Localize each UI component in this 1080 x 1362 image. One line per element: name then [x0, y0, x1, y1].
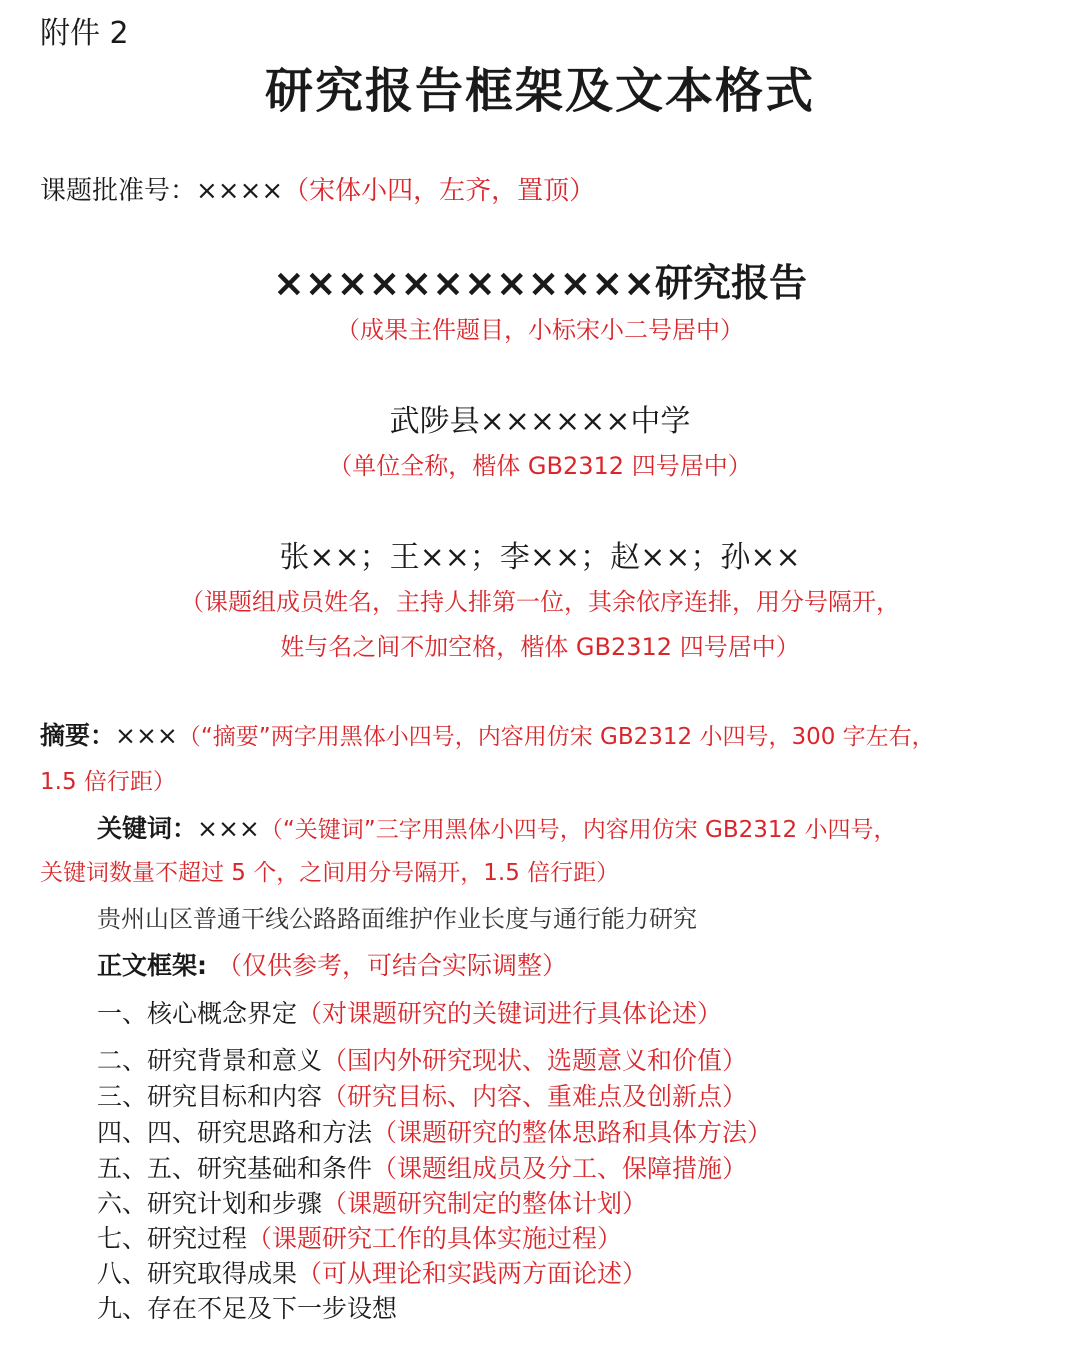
outline-item-4: [97, 1113, 772, 1149]
outline-item-5: [97, 1149, 747, 1185]
outline-item-note: （国内外研究现状、选题意义和价值）: [322, 1046, 748, 1075]
keywords-note-line2: 关键词数量不超过 5 个，之间用分号隔开，1.5 倍行距）: [40, 860, 620, 886]
topic-line: 贵州山区普通干线公路路面维护作业长度与通行能力研究: [97, 905, 697, 933]
member-note-line1: （课题组成员姓名，主持人排第一位，其余依序连排，用分号隔开，: [180, 588, 900, 616]
outline-item-note: （课题研究制定的整体计划）: [322, 1189, 648, 1218]
report-title-suffix: 研究报告: [655, 260, 808, 305]
outline-item-note: （课题组成员及分工、保障措施）: [372, 1154, 748, 1183]
approval-value: ××××: [196, 176, 284, 206]
outline-item-note: （对课题研究的关键词进行具体论述）: [297, 999, 723, 1028]
abstract-line: [40, 716, 935, 752]
abstract-label: 摘要：: [40, 721, 116, 750]
outline-item-title: 一、核心概念界定: [97, 999, 298, 1028]
framework-note: （仅供参考，可结合实际调整）: [217, 951, 568, 980]
keywords-value: ×××: [197, 814, 260, 843]
outline-item-note: （研究目标、内容、重难点及创新点）: [322, 1082, 748, 1111]
abstract-value: ×××: [115, 721, 178, 750]
outline-item-7: [97, 1219, 622, 1255]
approval-label: 课题批准号：: [40, 176, 197, 206]
approval-note: （宋体小四，左齐，置顶）: [283, 176, 596, 206]
member-names: 张××；王××；李××；赵××；孙××: [279, 540, 801, 575]
unit-name: 武陟县××××××中学: [389, 404, 691, 439]
outline-item-title: 六、研究计划和步骤: [97, 1189, 323, 1218]
outline-item-title: 七、研究过程: [97, 1224, 248, 1253]
keywords-note-line1: （“关键词”三字用黑体小四号，内容用仿宋 GB2312 小四号，: [259, 817, 897, 843]
outline-item-8: [97, 1254, 647, 1290]
outline-item-3: [97, 1077, 747, 1113]
outline-item-title: 三、研究目标和内容: [97, 1082, 323, 1111]
document-title: 研究报告框架及文本格式: [264, 63, 815, 119]
attachment-label: 附件 2: [40, 16, 129, 51]
abstract-note-line1: （“摘要”两字用黑体小四号，内容用仿宋 GB2312 小四号，300 字左右，: [177, 724, 935, 750]
report-title-note: （成果主件题目，小标宋小二号居中）: [336, 316, 744, 344]
outline-item-title: 四、四、研究思路和方法: [97, 1118, 373, 1147]
framework-label: 正文框架:: [97, 951, 207, 980]
outline-item-6: [97, 1184, 647, 1220]
unit-note: （单位全称，楷体 GB2312 四号居中）: [328, 452, 752, 480]
outline-item-1: [97, 994, 722, 1030]
outline-item-2: [97, 1041, 747, 1077]
outline-item-9: [97, 1289, 397, 1325]
outline-item-note: （课题研究工作的具体实施过程）: [247, 1224, 623, 1253]
outline-item-title: 九、存在不足及下一步设想: [97, 1294, 398, 1323]
report-title-placeholder: ××××××××××××: [272, 261, 656, 305]
report-title: [0, 252, 1080, 307]
outline-item-note: （可从理论和实践两方面论述）: [297, 1259, 648, 1288]
outline-item-title: 五、五、研究基础和条件: [97, 1154, 373, 1183]
member-note-line2: 姓与名之间不加空格，楷体 GB2312 四号居中）: [280, 633, 800, 661]
framework-header: [97, 946, 567, 982]
keywords-label: 关键词：: [97, 814, 198, 843]
outline-item-title: 二、研究背景和意义: [97, 1046, 323, 1075]
abstract-note-line2: 1.5 倍行距）: [40, 769, 176, 795]
keywords-line: [97, 809, 896, 845]
outline-item-note: （课题研究的整体思路和具体方法）: [372, 1118, 773, 1147]
outline-item-title: 八、研究取得成果: [97, 1259, 298, 1288]
approval-line: [40, 170, 595, 207]
